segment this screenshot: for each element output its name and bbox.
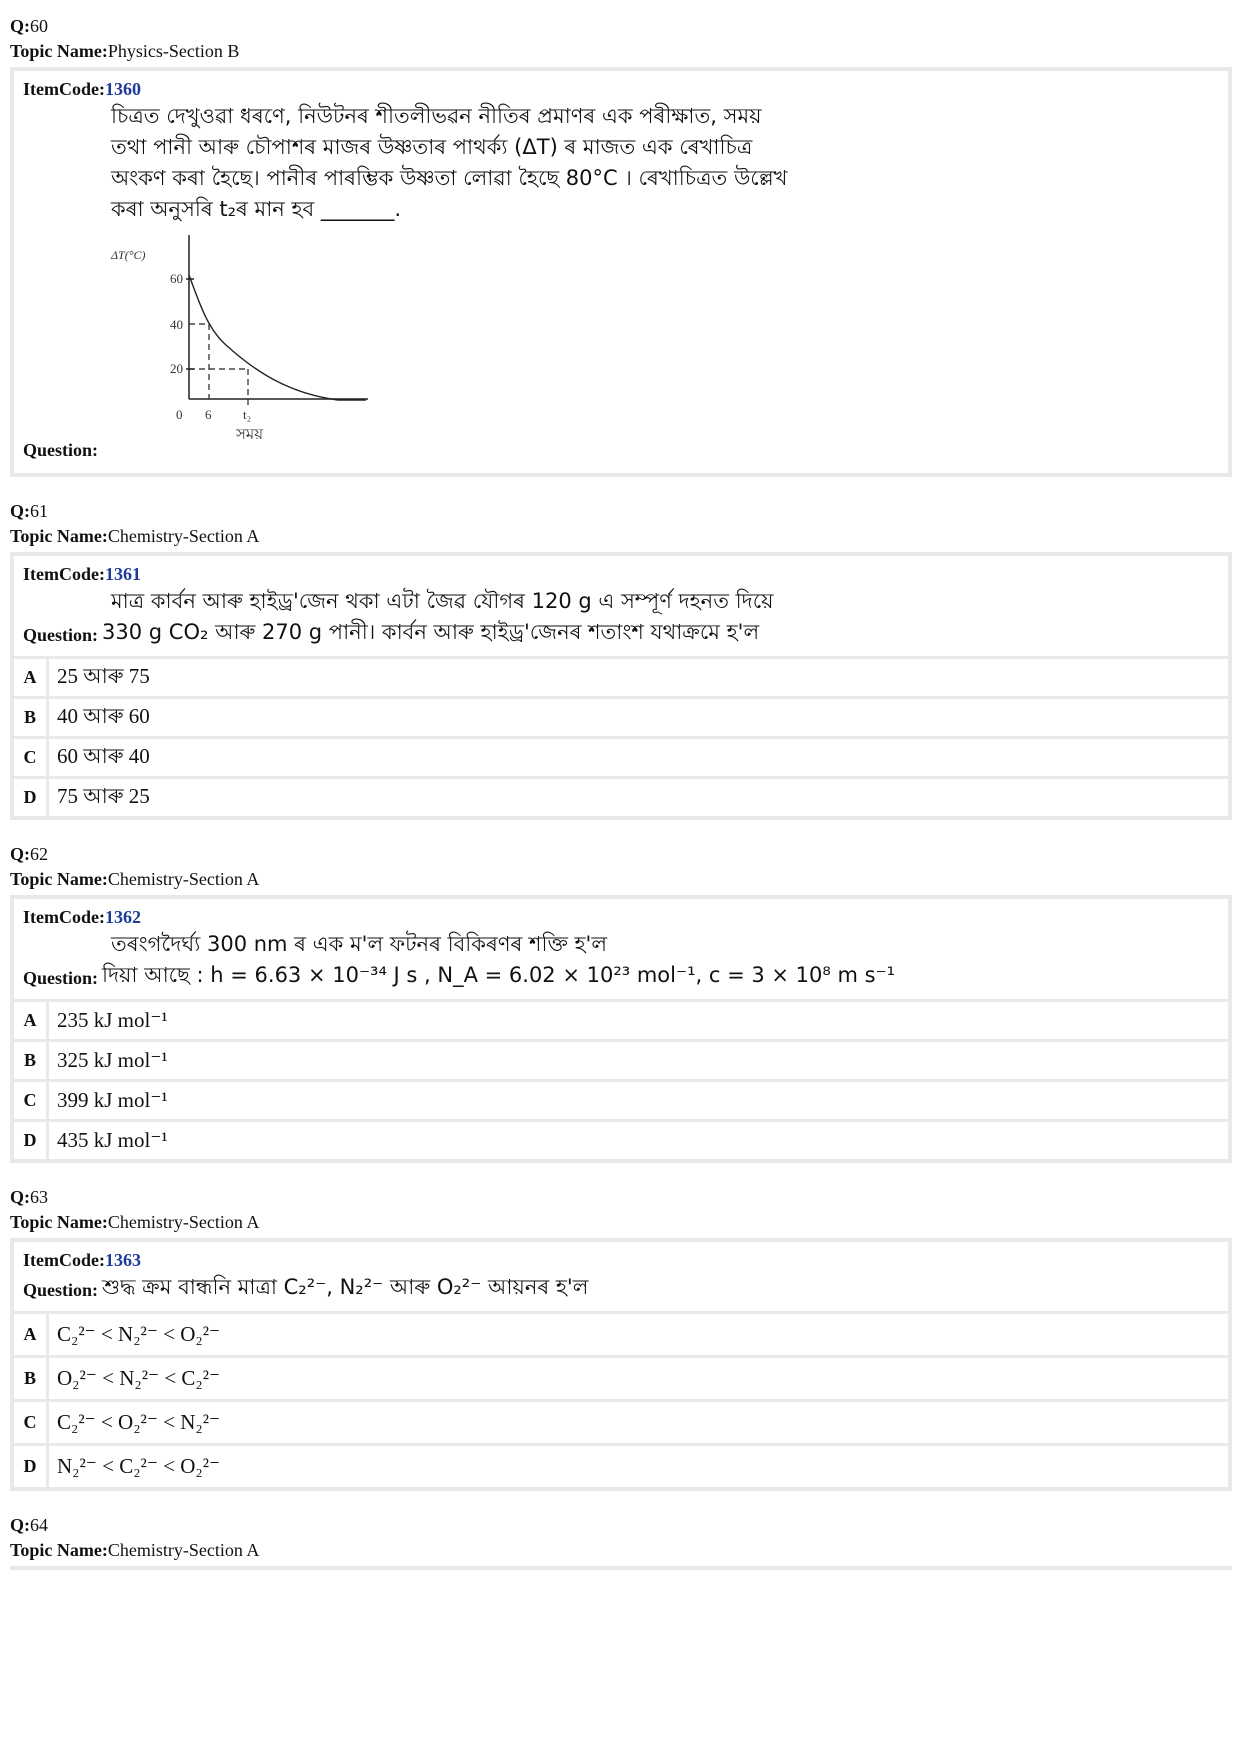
item-code: ItemCode:1360 — [23, 79, 141, 99]
question-card — [10, 67, 1232, 477]
question-card — [10, 895, 1232, 1163]
option-a[interactable]: A C₂²⁻ < N₂²⁻ < O₂²⁻ — [14, 1311, 1228, 1355]
option-b[interactable]: B 40 আৰু 60 — [14, 696, 1228, 736]
question-number: Q:62 — [10, 844, 48, 864]
question-card — [10, 1238, 1232, 1491]
option-c[interactable]: C 60 আৰু 40 — [14, 736, 1228, 776]
y-tick-20: 20 — [170, 361, 183, 376]
option-a[interactable]: A 25 আৰু 75 — [14, 656, 1228, 696]
question-block-61 — [10, 499, 1232, 820]
option-a[interactable]: A 235 kJ mol⁻¹ — [14, 999, 1228, 1039]
question-card — [10, 552, 1232, 820]
x-origin: 0 — [176, 407, 183, 422]
question-block-62 — [10, 842, 1232, 1163]
question-label: Question: — [23, 1280, 99, 1300]
question-block-63 — [10, 1185, 1232, 1491]
option-d[interactable]: D 75 আৰু 25 — [14, 776, 1228, 816]
question-label: Question: — [23, 440, 99, 460]
topic-name: Topic Name:Chemistry-Section A — [10, 526, 260, 546]
question-block-60 — [10, 14, 1232, 477]
item-code: ItemCode:1362 — [23, 907, 141, 927]
cooling-curve — [189, 275, 366, 400]
y-tick-40: 40 — [170, 317, 183, 332]
graph-x-label: সময় — [236, 425, 264, 443]
question-text: শুদ্ধ ক্ৰম বান্ধনি মাত্ৰা C₂²⁻, N₂²⁻ আৰু O₂²⁻ আয়নৰ হ'ল — [102, 1275, 589, 1299]
question-block-64 — [10, 1513, 1232, 1570]
topic-name: Topic Name:Chemistry-Section A — [10, 869, 260, 889]
x-tick-t2: t₂ — [243, 407, 252, 422]
question-text-line-2: 330 g CO₂ আৰু 270 g পানী। কাৰ্বন আৰু হাইড্ৰ'জেনৰ শতাংশ যথাক্ৰমে হ'ল — [102, 620, 760, 644]
question-number: Q:61 — [10, 501, 48, 521]
option-d[interactable]: D N₂²⁻ < C₂²⁻ < O₂²⁻ — [14, 1443, 1228, 1487]
topic-name: Topic Name:Physics-Section B — [10, 41, 240, 61]
cooling-graph-area — [23, 225, 1219, 465]
option-c[interactable]: C 399 kJ mol⁻¹ — [14, 1079, 1228, 1119]
topic-name: Topic Name:Chemistry-Section A — [10, 1540, 260, 1560]
question-text: চিত্ৰত দেখুওৱা ধৰণে, নিউটনৰ শীতলীভৱন নীতিৰ প্ৰমাণৰ এক পৰীক্ষাত, সময় তথা পানী আৰু চৌপাশৰ মাজৰ উষ্ণতাৰ পাথৰ্ক্য (ΔT) ৰ মাজত এক ৰেখাচিত্ৰ অংকণ কৰা হৈছে। পানীৰ পাৰম্ভিক উষ্ণতা লোৱা হৈছে 80°C । ৰেখাচিত্ৰত উল্লেখ কৰা অনুসৰি t₂ৰ মান হব _______. — [111, 104, 788, 221]
option-d[interactable]: D 435 kJ mol⁻¹ — [14, 1119, 1228, 1159]
x-tick-6: 6 — [205, 407, 212, 422]
cooling-graph — [108, 225, 428, 465]
option-c[interactable]: C C₂²⁻ < O₂²⁻ < N₂²⁻ — [14, 1399, 1228, 1443]
option-b[interactable]: B 325 kJ mol⁻¹ — [14, 1039, 1228, 1079]
item-code: ItemCode:1363 — [23, 1250, 141, 1270]
question-number: Q:63 — [10, 1187, 48, 1207]
question-number: Q:60 — [10, 16, 48, 36]
topic-name: Topic Name:Chemistry-Section A — [10, 1212, 260, 1232]
question-card-divider — [10, 1566, 1232, 1570]
item-code: ItemCode:1361 — [23, 564, 141, 584]
question-number: Q:64 — [10, 1515, 48, 1535]
question-text-line-1: মাত্ৰ কাৰ্বন আৰু হাইড্ৰ'জেন থকা এটা জৈৱ যৌগৰ 120 g এ সম্পূৰ্ণ দহনত দিয়ে — [111, 589, 774, 613]
y-tick-60: 60 — [170, 271, 183, 286]
graph-y-label: ΔT(°C) — [111, 248, 146, 262]
question-text-line-2: দিয়া আছে : h = 6.63 × 10⁻³⁴ J s , N_A = 6.02 × 10²³ mol⁻¹, c = 3 × 10⁸ m s⁻¹ — [102, 963, 896, 987]
question-label: Question: — [23, 625, 99, 645]
option-b[interactable]: B O₂²⁻ < N₂²⁻ < C₂²⁻ — [14, 1355, 1228, 1399]
question-paper — [10, 14, 1232, 1592]
question-label: Question: — [23, 968, 99, 988]
question-text-line-1: তৰংগদৈৰ্ঘ্য 300 nm ৰ এক ম'ল ফটনৰ বিকিৰণৰ শক্তি হ'ল — [111, 932, 607, 956]
